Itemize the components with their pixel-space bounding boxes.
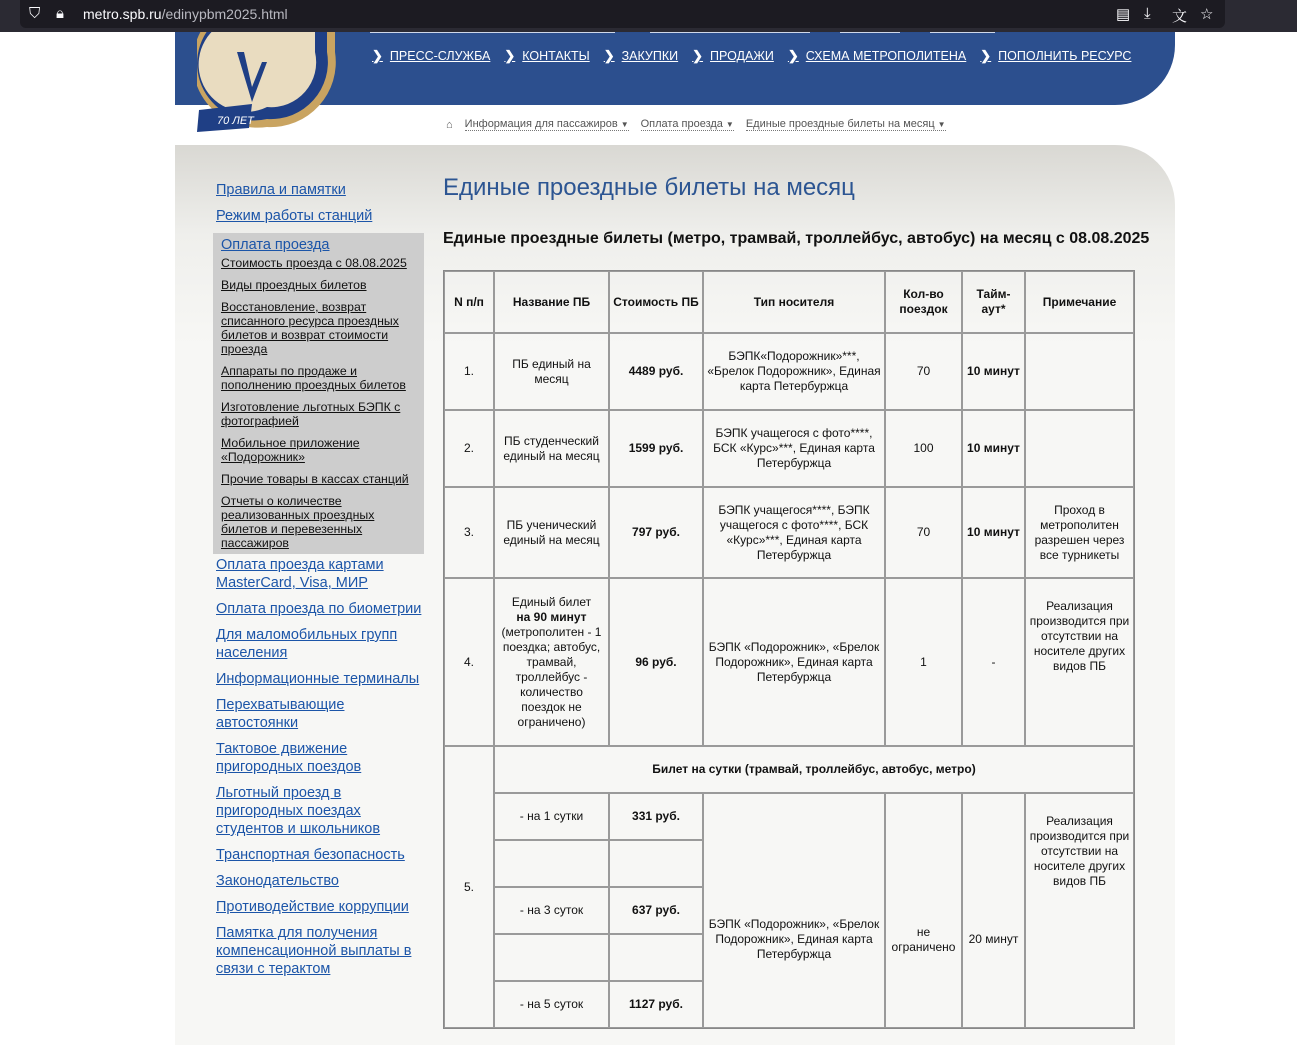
nav-label: ПОПОЛНИТЬ РЕСУРС <box>998 49 1132 63</box>
chevron-right-icon: ❯ <box>980 48 992 63</box>
dropdown-arrow-icon: ▼ <box>620 120 629 129</box>
header-cell: Стоимость ПБ <box>609 271 703 333</box>
header-cell: N п/п <box>444 271 494 333</box>
shield-icon[interactable]: ⛉ <box>29 5 41 22</box>
url-path: /edinypbm2025.html <box>161 6 288 22</box>
url-host: metro.spb.ru <box>83 6 162 22</box>
nav-label: ЗАКУПКИ <box>621 49 679 63</box>
dropdown-arrow-icon: ▼ <box>725 120 734 129</box>
cell-name: ПБ единый на месяц <box>494 333 609 410</box>
chevron-right-icon: ❯ <box>603 48 615 63</box>
breadcrumb-passengers[interactable] <box>465 118 629 131</box>
cell-note <box>1025 333 1134 410</box>
url-text[interactable] <box>83 6 288 22</box>
header-cell: Примечание <box>1025 271 1134 333</box>
nav-contacts[interactable] <box>504 48 589 64</box>
breadcrumb <box>446 118 946 131</box>
tickets-table <box>443 270 1135 1029</box>
cell-price: 96 руб. <box>609 578 703 746</box>
sidebar-subitem[interactable]: Виды проездных билетов <box>221 278 367 292</box>
cell-name <box>494 934 609 981</box>
sidebar-link[interactable]: Законодательство <box>216 873 339 889</box>
cell-media: БЭПК учащегося****, БЭПК учащегося с фото****, БСК «Курс»***, Единая карта Петербуржца <box>703 487 885 578</box>
chevron-right-icon: ❯ <box>692 48 704 63</box>
cell-timeout: 10 минут <box>962 410 1025 487</box>
header-cell: Тип носителя <box>703 271 885 333</box>
cell-media: БЭПК«Подорожник»***, «Брелок Подорожник», Единая карта Петербуржца <box>703 333 885 410</box>
sidebar-subitem[interactable]: Изготовление льготных БЭПК с фотографией <box>221 400 401 428</box>
translate-icon[interactable]: 文 <box>1172 8 1188 25</box>
page-subtitle: Единые проездные билеты (метро, трамвай, троллейбус, автобус) на месяц с 08.08.2025 <box>443 230 1150 247</box>
nav-topup[interactable] <box>980 48 1131 64</box>
name-bold-text: на 90 минут <box>516 609 587 624</box>
cell-subheader: Билет на сутки (трамвай, троллейбус, автобус, метро) <box>494 746 1134 793</box>
table-row <box>444 746 1134 793</box>
sidebar-subitem[interactable]: Мобильное приложение «Подорожник» <box>221 436 360 464</box>
sidebar-subitem[interactable]: Восстановление, возврат списанного ресурса проездных билетов и возврат стоимости проезда <box>221 300 399 356</box>
sidebar-link[interactable]: Противодействие коррупции <box>216 899 409 915</box>
cell-name <box>494 840 609 887</box>
sidebar-link[interactable]: Перехватывающие автостоянки <box>216 697 345 731</box>
top-nav-partial <box>370 32 1070 35</box>
cell-name <box>494 578 609 746</box>
cell-name: ПБ ученический единый на месяц <box>494 487 609 578</box>
sidebar-link[interactable]: Информационные терминалы <box>216 671 420 687</box>
nav-metro-map[interactable] <box>788 48 966 64</box>
cell-note: Реализация производится при отсутствии на носителе других видов ПБ <box>1025 793 1134 1028</box>
page-title: Единые проездные билеты на месяц <box>443 174 855 201</box>
cell-price: 331 руб. <box>609 793 703 840</box>
table-header-row <box>444 271 1134 333</box>
cell-n: 2. <box>444 410 494 487</box>
table-row <box>444 578 1134 746</box>
header-cell: Кол-во поездок <box>885 271 962 333</box>
cell-n: 3. <box>444 487 494 578</box>
main-nav <box>372 48 1131 64</box>
cell-price <box>609 934 703 981</box>
cell-trips: 1 <box>885 578 962 746</box>
sidebar-link[interactable]: Оплата проезда по биометрии <box>216 601 422 617</box>
sidebar-section-title[interactable]: Оплата проезда <box>221 237 330 253</box>
cell-trips: 70 <box>885 487 962 578</box>
chevron-right-icon: ❯ <box>372 48 383 63</box>
cell-note: Проход в метрополитен разрешен через все турникеты <box>1025 487 1134 578</box>
cell-price: 637 руб. <box>609 887 703 934</box>
sidebar-link[interactable]: Оплата проезда картами MasterCard, Visa, МИР <box>216 557 384 591</box>
cell-price <box>609 840 703 887</box>
sidebar-subitem[interactable]: Отчеты о количестве реализованных проездных билетов и перевезенных пассажиров <box>221 494 375 550</box>
sidebar-link[interactable]: Памятка для получения компенсационной выплаты в связи с терактом <box>216 925 412 977</box>
cell-trips: 100 <box>885 410 962 487</box>
sidebar-link[interactable]: Транспортная безопасность <box>216 847 405 863</box>
nav-sales[interactable] <box>692 48 774 64</box>
sidebar-link[interactable]: Для маломобильных групп населения <box>216 627 398 661</box>
cell-media: БЭПК «Подорожник», «Брелок Подорожник», Единая карта Петербуржца <box>703 578 885 746</box>
cell-price: 1599 руб. <box>609 410 703 487</box>
sidebar-link[interactable]: Режим работы станций <box>216 208 373 224</box>
nav-purchases[interactable] <box>604 48 678 64</box>
cell-trips: не ограничено <box>885 793 962 1028</box>
cell-timeout: 10 минут <box>962 333 1025 410</box>
nav-label: ПРЕСС-СЛУЖБА <box>389 49 491 63</box>
sidebar-link[interactable]: Правила и памятки <box>216 182 346 198</box>
cell-timeout: 10 минут <box>962 487 1025 578</box>
reader-view-icon[interactable]: ▤ <box>1116 6 1131 23</box>
breadcrumb-current[interactable] <box>746 118 946 131</box>
header-cell: Название ПБ <box>494 271 609 333</box>
sidebar-section-payment <box>213 233 424 554</box>
cell-name: - на 1 сутки <box>494 793 609 840</box>
cell-media: БЭПК «Подорожник», «Брелок Подорожник», Единая карта Петербуржца <box>703 793 885 1028</box>
name-detail-text: (метрополитен - 1 поездка; автобус, трамвай, троллейбус - количество поездок не ограничено) <box>501 624 602 729</box>
cell-n: 5. <box>444 746 494 1028</box>
table-row <box>444 333 1134 410</box>
address-bar[interactable] <box>20 0 1225 28</box>
home-icon[interactable]: ⌂ <box>446 118 453 131</box>
cell-note <box>1025 410 1134 487</box>
cell-name: ПБ студенческий единый на месяц <box>494 410 609 487</box>
sidebar-link[interactable]: Тактовое движение пригородных поездов <box>216 741 362 775</box>
breadcrumb-label: Единые проездные билеты на месяц <box>745 118 935 130</box>
sidebar <box>216 181 426 986</box>
cell-timeout: - <box>962 578 1025 746</box>
nav-label: КОНТАКТЫ <box>522 49 590 63</box>
nav-label: ПРОДАЖИ <box>710 49 774 63</box>
header-cell: Тайм-аут* <box>962 271 1025 333</box>
svg-text:70 ЛЕТ: 70 ЛЕТ <box>217 115 254 127</box>
cell-price: 4489 руб. <box>609 333 703 410</box>
breadcrumb-label: Оплата проезда <box>640 118 723 130</box>
metro-70-years-logo[interactable] <box>197 32 337 132</box>
table-row <box>444 793 1134 840</box>
cell-name: - на 3 суток <box>494 887 609 934</box>
chevron-right-icon: ❯ <box>787 48 799 63</box>
cell-price: 1127 руб. <box>609 981 703 1028</box>
table-row <box>444 487 1134 578</box>
breadcrumb-payment[interactable] <box>641 118 734 131</box>
nav-label: СХЕМА МЕТРОПОЛИТЕНА <box>805 49 967 63</box>
lock-icon[interactable]: 🔒︎ <box>56 5 64 22</box>
sidebar-subitem[interactable]: Прочие товары в кассах станций <box>221 472 409 486</box>
sidebar-subitem[interactable]: Аппараты по продаже и пополнению проездных билетов <box>221 364 406 392</box>
sidebar-link[interactable]: Льготный проезд в пригородных поездах студентов и школьников <box>216 785 381 837</box>
bookmark-star-icon[interactable]: ☆ <box>1200 6 1214 23</box>
cell-media: БЭПК учащегося с фото****, БСК «Курс»***, Единая карта Петербуржца <box>703 410 885 487</box>
breadcrumb-label: Информация для пассажиров <box>464 118 618 130</box>
cell-n: 1. <box>444 333 494 410</box>
download-icon[interactable]: ⤓ <box>1144 5 1151 22</box>
nav-press[interactable] <box>372 48 490 64</box>
name-text: Единый билет <box>511 594 592 609</box>
chevron-right-icon: ❯ <box>504 48 516 63</box>
browser-toolbar <box>0 0 1297 32</box>
cell-n: 4. <box>444 578 494 746</box>
sidebar-subitem[interactable]: Стоимость проезда с 08.08.2025 <box>221 256 407 270</box>
cell-name: - на 5 суток <box>494 981 609 1028</box>
dropdown-arrow-icon: ▼ <box>937 120 946 129</box>
table-row <box>444 410 1134 487</box>
cell-note: Реализация производится при отсутствии на носителе других видов ПБ <box>1025 578 1134 746</box>
cell-timeout: 20 минут <box>962 793 1025 1028</box>
cell-trips: 70 <box>885 333 962 410</box>
cell-price: 797 руб. <box>609 487 703 578</box>
